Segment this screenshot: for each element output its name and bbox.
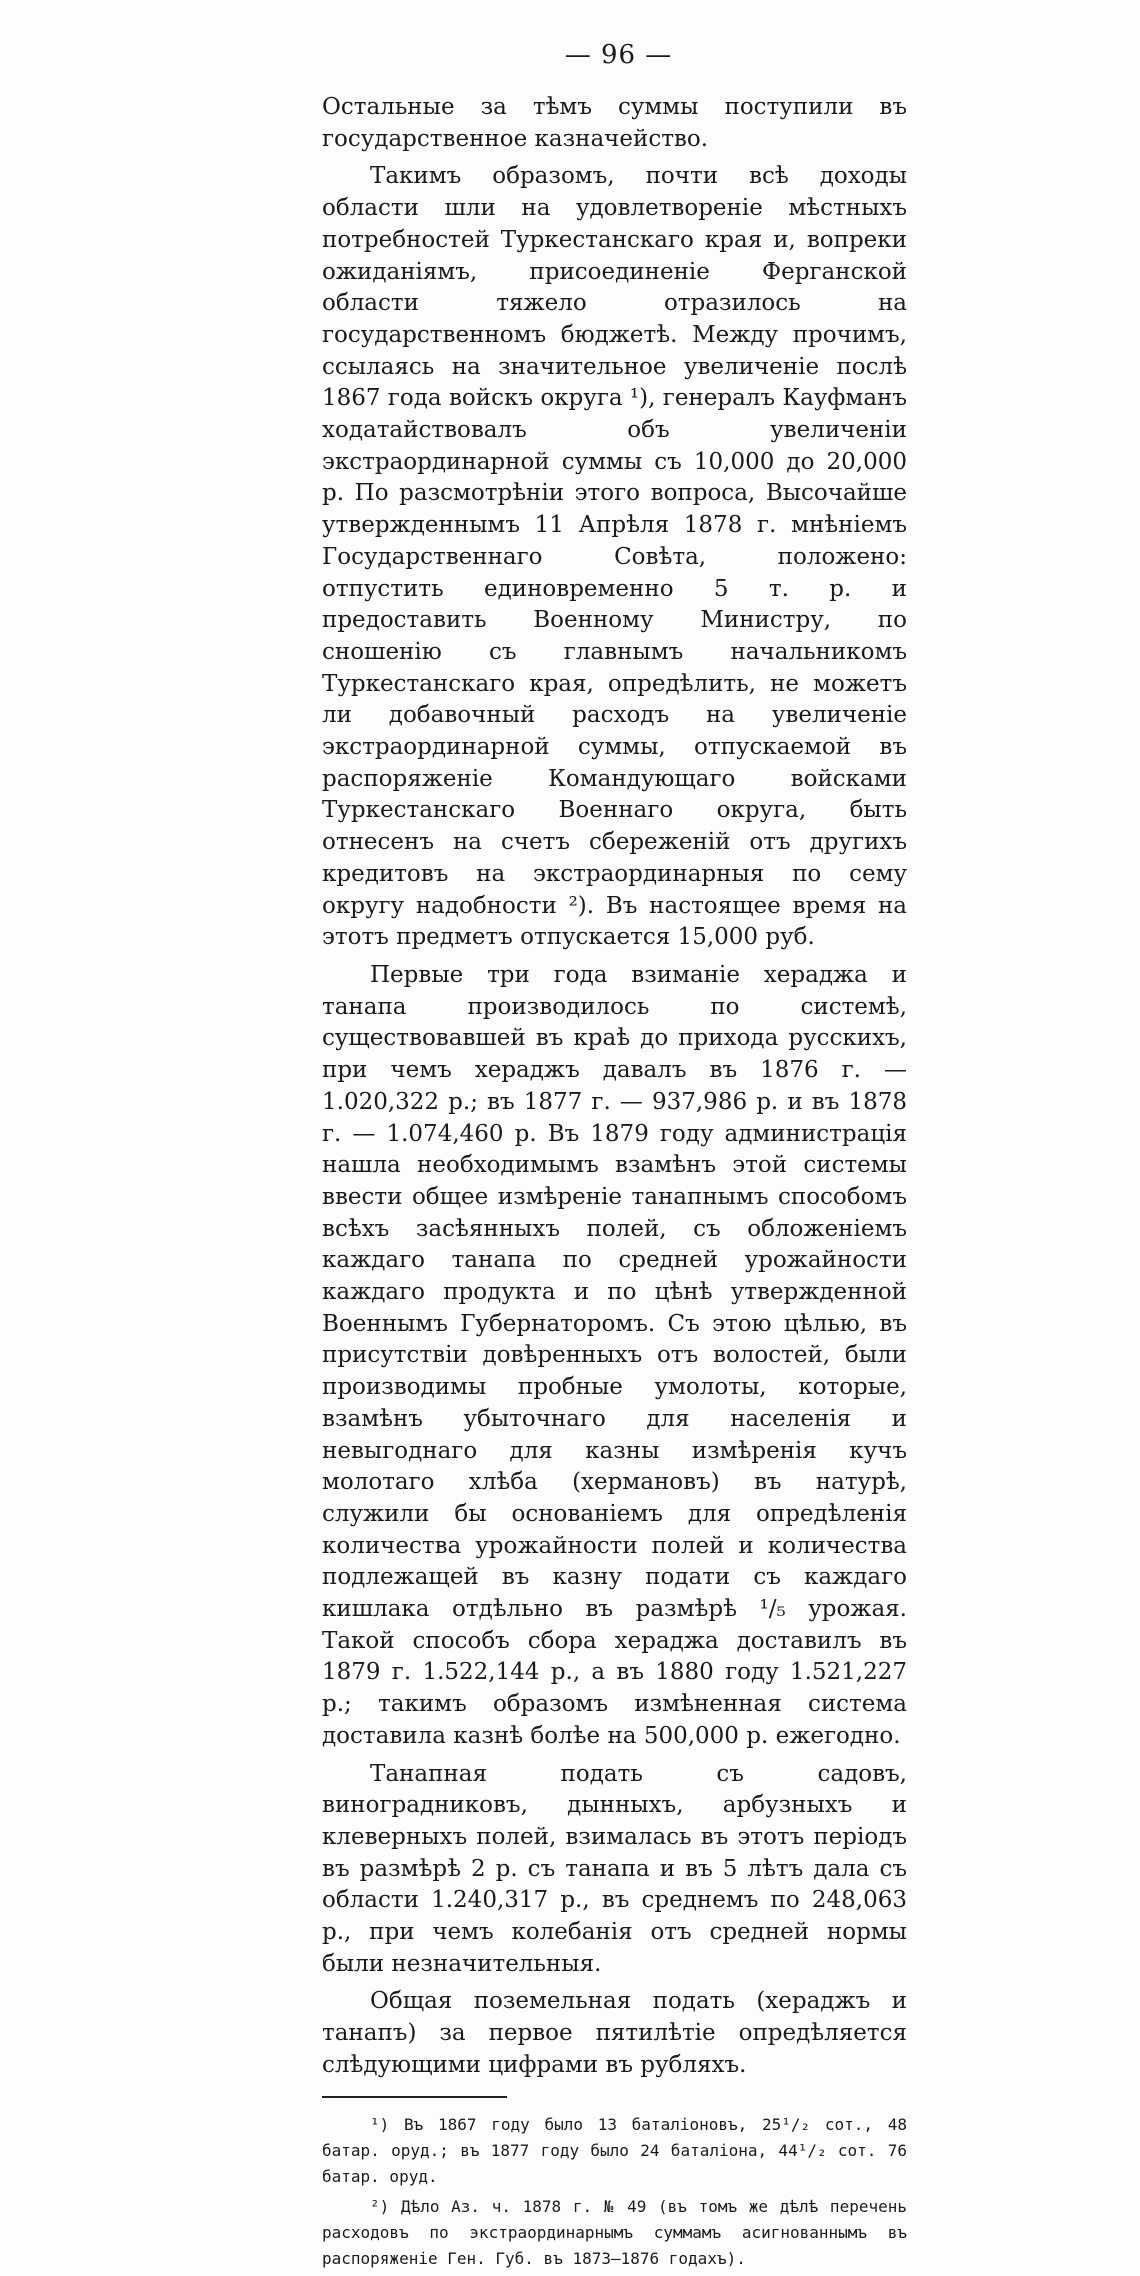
page-number: — 96 — xyxy=(564,40,673,70)
paragraph-3: Первые три года взиманіе хераджа и танапа производилось по системѣ, существовавшей въ краѣ до прихода русскихъ, при чемъ хераджъ давалъ въ 1876 г. — 1.020,322 р.; въ 1877 г. — 937,986 р. и въ 1878 г. — 1.074,460 р. Въ 1879 году администрація нашла необходимымъ взамѣнъ этой системы ввести общее измѣреніе танапнымъ способомъ всѣхъ засѣянныхъ полей, съ обложеніемъ каждаго танапа по средней урожайности каждаго продукта и по цѣнѣ утвержденной Военнымъ Губернаторомъ. Съ этою цѣлью, въ присутствіи довѣренныхъ отъ волостей, были производимы пробные умолоты, которые, взамѣнъ убыточнаго для населенія и невыгоднаго для казны измѣренія кучъ молотаго хлѣба (хермановъ) въ натурѣ, служили бы основаніемъ для опредѣленія количества урожайности полей и количества подлежащей въ казну подати съ каждаго кишлака отдѣльно въ размѣрѣ ¹/₅ урожая. Такой способъ сбора хераджа доставилъ въ 1879 г. 1.522,144 р., а въ 1880 году 1.521,227 р.; такимъ образомъ измѣненная система доставила казнѣ болѣе на 500,000 р. ежегодно. xyxy=(322,961,907,1749)
paragraph-2: Такимъ образомъ, почти всѣ доходы области шли на удовлетвореніе мѣстныхъ потребностей Туркестанскаго края и, вопреки ожиданіямъ, присоединеніе Ферганской области тяжело отразилось на государственномъ бюджетѣ. Между прочимъ, ссылаясь на значительное увеличеніе послѣ 1867 года войскъ округа ¹), генералъ Кауфманъ ходатайствовалъ объ увеличеніи экстраординарной суммы съ 10,000 до 20,000 р. По разсмотрѣніи этого вопроса, Высочайше утвержденнымъ 11 Апрѣля 1878 г. мнѣніемъ Государственнаго Совѣта, положено: отпустить единовременно 5 т. р. и предоставить Военному Министру, по сношенію съ главнымъ начальникомъ Туркестанскаго края, опредѣлить, не можетъ ли добавочный расходъ на увеличеніе экстраординарной суммы, отпускаемой въ распоряженіе Командующаго войсками Туркестанскаго Военнаго округа, быть отнесенъ на счетъ сбереженій отъ другихъ кредитовъ на экстраординарныя по сему округу надобности ²). Въ настоящее время на этотъ предметъ отпускается 15,000 руб. xyxy=(322,163,907,951)
footnote-1: ¹) Въ 1867 году было 13 баталіоновъ, 25¹/₂ сот., 48 батар. оруд.; въ 1877 году было 24 баталіона, 44¹/₂ сот. 76 батар. оруд. xyxy=(322,2114,907,2186)
footnote-2: ²) Дѣло Аз. ч. 1878 г. № 49 (въ томъ же дѣлѣ перечень расходовъ по экстраординарнымъ суммамъ асигнованнымъ въ распоряженіе Ген. Губ. въ 1873—1876 годахъ). xyxy=(322,2196,907,2268)
paragraph-1: Остальные за тѣмъ суммы поступили въ государственное казначейство. xyxy=(322,94,907,152)
paragraph-4: Танапная подать съ садовъ, виноградниковъ, дынныхъ, арбузныхъ и клеверныхъ полей, взималась въ этотъ періодъ въ размѣрѣ 2 р. съ танапа и въ 5 лѣтъ дала съ области 1.240,317 р., въ среднемъ по 248,063 р., при чемъ колебанія отъ средней нормы были незначительныя. xyxy=(322,1760,907,1977)
document-page xyxy=(322,40,907,2276)
footnote-separator xyxy=(322,2096,507,2098)
paragraph-5: Общая поземельная подать (хераджъ и танапъ) за первое пятилѣтіе опредѣляется слѣдующими цифрами въ рубляхъ. xyxy=(322,1988,907,2078)
